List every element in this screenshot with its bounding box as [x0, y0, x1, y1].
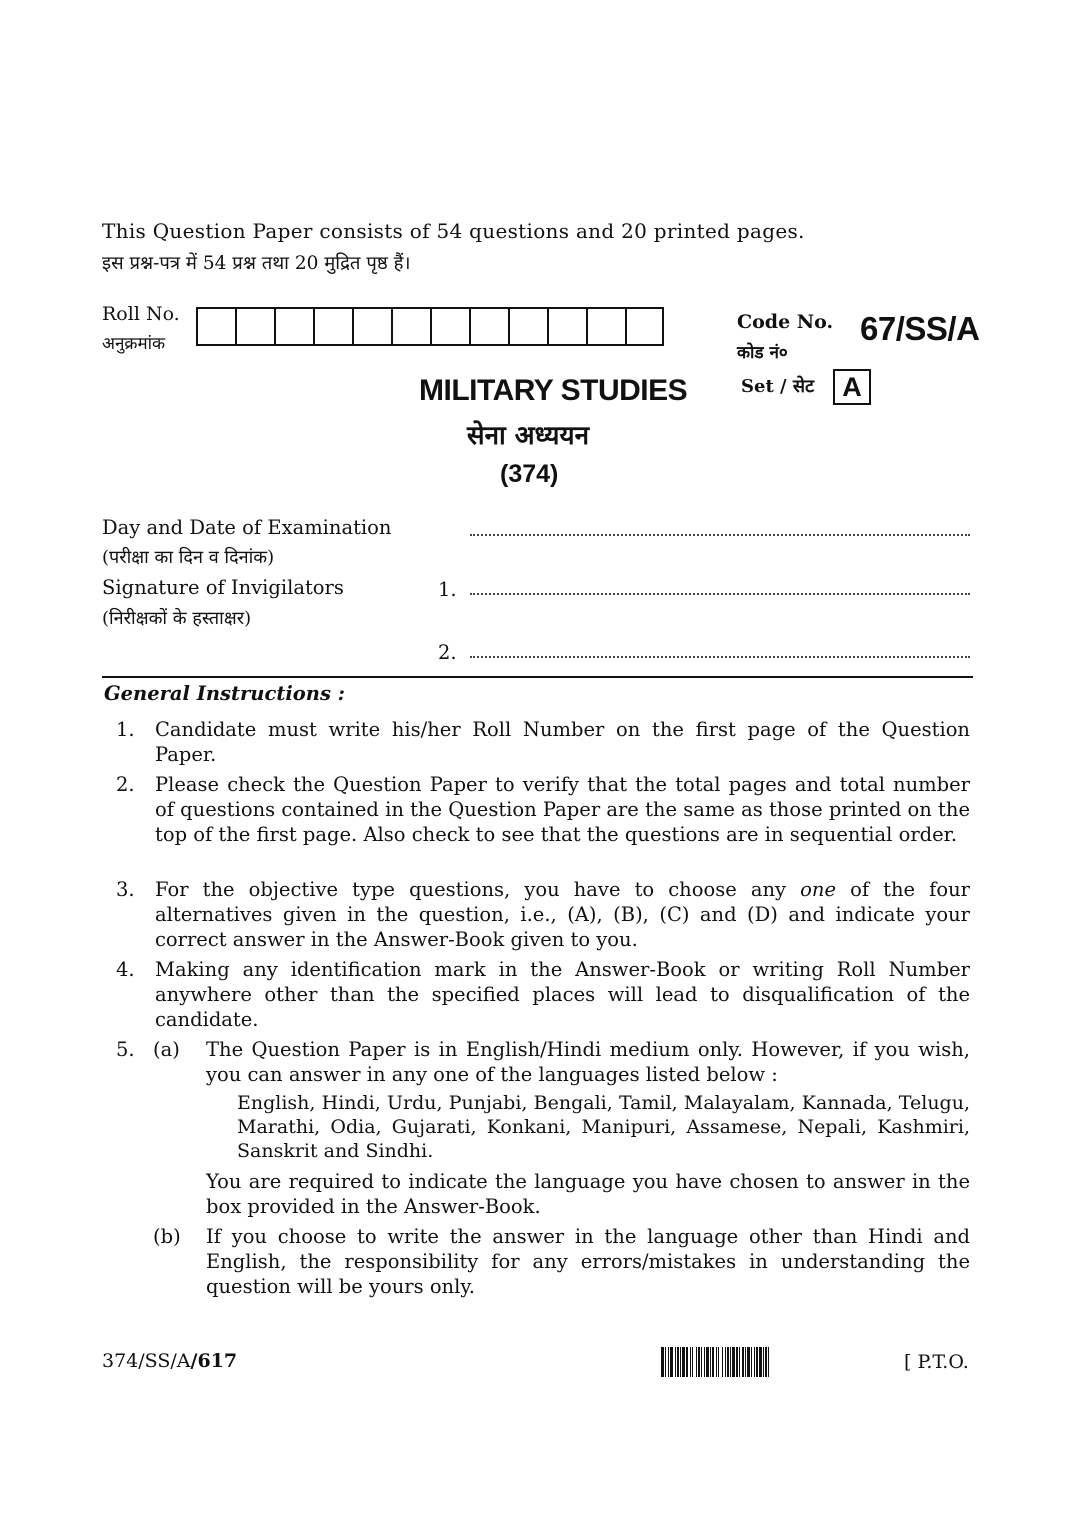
instruction-number: 4. [116, 958, 135, 981]
instruction-text: If you choose to write the answer in the language other than Hindi and English, the responsibility for any errors/mistakes in understanding the question will be yours only. [206, 1225, 970, 1298]
subject-title: MILITARY STUDIES [419, 374, 688, 407]
footer-code-suffix: /617 [190, 1350, 238, 1372]
roll-number-digit-box[interactable] [196, 307, 235, 346]
signature-field-1[interactable] [470, 592, 970, 595]
invigilator-signature-label-hindi: (निरीक्षकों के हस्ताक्षर) [102, 608, 252, 629]
set-label: Set / सेट [741, 376, 815, 397]
roll-number-digit-box[interactable] [391, 307, 430, 346]
footer-paper-code [102, 1350, 237, 1372]
roll-number-digit-box[interactable] [430, 307, 469, 346]
instruction-text-part: of the four alternatives given in the question, i.e., (A), (B), (C) and (D) and indicate your correct answer in the Answer-Book given to you. [155, 878, 970, 951]
barcode-image [661, 1347, 887, 1377]
instruction-text: Candidate must write his/her Roll Number on the first page of the Question Paper. [155, 718, 970, 766]
pto-label: [ P.T.O. [904, 1351, 969, 1373]
section-divider [102, 676, 973, 678]
invigilator-signature-label: Signature of Invigilators [102, 576, 344, 599]
subject-code: (374) [500, 460, 559, 488]
instruction-number: 2. [116, 773, 135, 796]
roll-number-digit-box[interactable] [235, 307, 274, 346]
exam-date-field[interactable] [470, 533, 970, 536]
code-number-label: Code No. [737, 311, 834, 333]
sub-instruction-label: (a) [153, 1038, 180, 1061]
instruction-text: Please check the Question Paper to verify that the total pages and total number of questions contained in the Question Paper are the same as those printed on the top of the first page. Also check to see that the questions are in sequential order. [155, 773, 970, 846]
set-value-box: A [833, 369, 871, 405]
roll-number-digit-box[interactable] [313, 307, 352, 346]
exam-date-label-hindi: (परीक्षा का दिन व दिनांक) [102, 547, 275, 568]
instruction-text: The Question Paper is in English/Hindi medium only. However, if you wish, you can answer in any one of the languages listed below : [206, 1038, 970, 1086]
roll-number-digit-box[interactable] [508, 307, 547, 346]
paper-info-english: This Question Paper consists of 54 questions and 20 printed pages. [102, 219, 805, 243]
footer-code-prefix: 374/SS/A [102, 1350, 191, 1372]
roll-number-digit-box[interactable] [625, 307, 664, 346]
language-list: English, Hindi, Urdu, Punjabi, Bengali, Tamil, Malayalam, Kannada, Telugu, Marathi, Odia, Gujarati, Konkani, Manipuri, Assamese, Nepali, Kashmiri, Sanskrit and Sindhi. [237, 1092, 970, 1162]
roll-number-digit-box[interactable] [547, 307, 586, 346]
roll-number-boxes[interactable] [196, 307, 664, 346]
instruction-number: 3. [116, 878, 135, 901]
instruction-emphasis: one [800, 878, 836, 901]
instruction-text: You are required to indicate the language you have chosen to answer in the box provided in the Answer-Book. [206, 1170, 970, 1218]
roll-number-digit-box[interactable] [274, 307, 313, 346]
roll-number-digit-box[interactable] [352, 307, 391, 346]
code-number-label-hindi: कोड नं० [737, 343, 788, 363]
signature-number-2: 2. [438, 641, 457, 664]
roll-number-digit-box[interactable] [469, 307, 508, 346]
roll-number-label: Roll No. [102, 303, 180, 325]
instruction-text: Making any identification mark in the Answer-Book or writing Roll Number anywhere other than the specified places will lead to disqualification of the candidate. [155, 958, 970, 1031]
signature-number-1: 1. [438, 578, 457, 601]
sub-instruction-label: (b) [153, 1225, 181, 1248]
subject-title-hindi: सेना अध्ययन [467, 421, 590, 451]
instruction-number: 5. [116, 1038, 135, 1061]
roll-number-label-hindi: अनुक्रमांक [102, 334, 166, 354]
paper-info-hindi: इस प्रश्न-पत्र में 54 प्रश्न तथा 20 मुद्रित पृष्ठ हैं। [102, 253, 411, 274]
barcode-bar [769, 1347, 772, 1377]
instructions-heading: General Instructions : [104, 682, 345, 705]
code-number-value: 67/SS/A [860, 310, 980, 347]
instruction-number: 1. [116, 718, 135, 741]
exam-date-label: Day and Date of Examination [102, 516, 392, 539]
roll-number-digit-box[interactable] [586, 307, 625, 346]
signature-field-2[interactable] [470, 655, 970, 658]
instruction-text [155, 877, 970, 952]
instruction-text-part: For the objective type questions, you have to choose any [155, 878, 801, 901]
